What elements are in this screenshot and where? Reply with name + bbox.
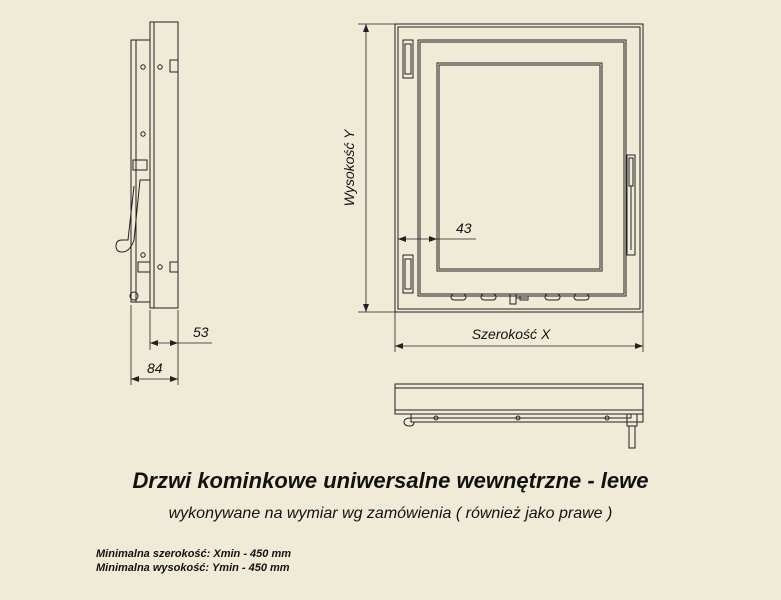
top-view <box>395 384 643 448</box>
height-label: Wysokość Y <box>341 129 357 207</box>
front-view <box>395 24 643 312</box>
glass-offset-label: 43 <box>456 220 472 236</box>
width-label: Szerokość X <box>471 326 551 342</box>
min-width-note: Minimalna szerokość: Xmin - 450 mm <box>96 548 292 560</box>
page-title: Drzwi kominkowe uniwersalne wewnętrzne - lewe <box>132 468 649 493</box>
side-view <box>116 22 178 308</box>
min-height-note: Minimalna wysokość: Ymin - 450 mm <box>96 562 290 574</box>
side-dimensions <box>131 305 212 385</box>
side-depth-inner-label: 53 <box>193 324 209 340</box>
page-subtitle: wykonywane na wymiar wg zamówienia ( również jako prawe ) <box>168 505 613 522</box>
size-notes <box>96 547 291 575</box>
side-depth-outer-label: 84 <box>147 360 163 376</box>
